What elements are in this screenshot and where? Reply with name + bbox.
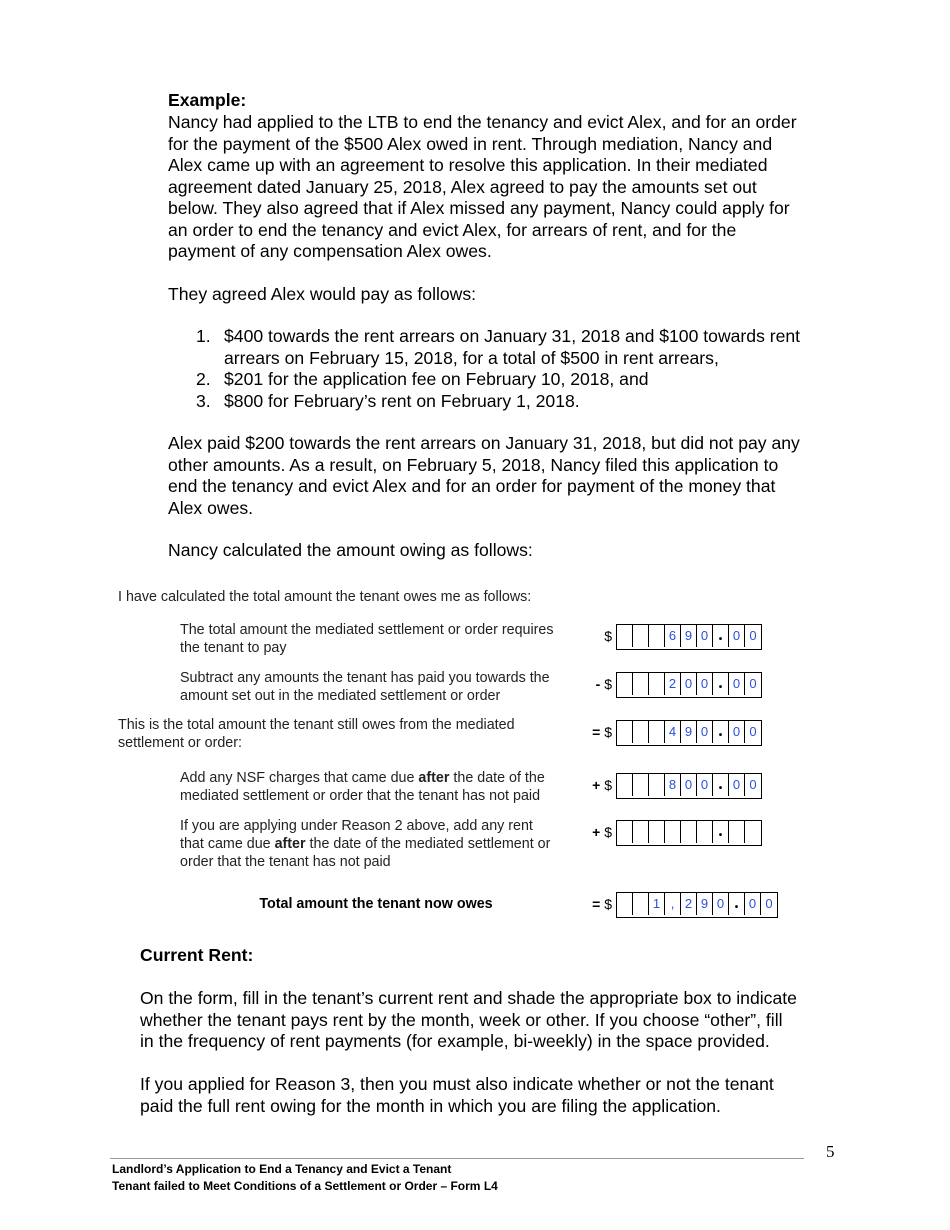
current-rent-para2	[140, 1074, 774, 1117]
footer-line-2: Tenant failed to Meet Conditions of a Settlement or Order – Form L4	[112, 1179, 498, 1193]
digit-box: 4	[665, 721, 681, 743]
text-line: Add any NSF charges that came due after the date of the	[180, 770, 545, 786]
amount-boxes[interactable]	[616, 892, 778, 918]
calc-row-label	[118, 716, 515, 752]
text-line: below. They also agreed that if Alex missed any payment, Nancy could apply for	[168, 198, 790, 218]
digit-box	[649, 625, 665, 647]
text-line: agreement dated January 25, 2018, Alex agreed to pay the amounts set out	[168, 176, 757, 197]
footer-line-1: Landlord’s Application to End a Tenancy and Evict a Tenant	[112, 1162, 452, 1176]
calc-header: I have calculated the total amount the tenant owes me as follows:	[118, 589, 532, 605]
text-line: for the payment of the $500 Alex owed in rent. Through mediation, Nancy and	[168, 133, 773, 154]
amount-symbol: $	[604, 628, 612, 644]
footer	[112, 1161, 498, 1195]
current-rent-heading: Current Rent:	[140, 945, 254, 965]
digit-box: 0	[749, 724, 757, 739]
digit-box: 0	[729, 625, 745, 647]
text-line: Alex owes.	[168, 497, 254, 518]
digit-box: 8	[665, 774, 681, 796]
text-line: Total amount the tenant now owes	[259, 896, 493, 912]
list-number: 1.	[196, 326, 211, 346]
amount-symbol: = $	[592, 724, 612, 740]
digit-box: ,	[665, 893, 681, 915]
digit-box	[681, 821, 697, 843]
amount-symbol: - $	[595, 676, 612, 692]
text-line: $201 for the application fee on February 10, 2018, and	[224, 369, 649, 389]
digit-box: 0	[765, 896, 773, 911]
list-number: 3.	[196, 390, 211, 411]
amount-symbol: = $	[592, 896, 612, 912]
digit-box	[649, 673, 665, 695]
decimal-point: •	[713, 721, 729, 743]
text-line: If you are applying under Reason 2 above, add any rent	[180, 818, 533, 834]
amount-symbol: + $	[592, 824, 612, 840]
digit-box	[745, 821, 761, 843]
digit-box: 0	[697, 721, 713, 743]
digit-box: 0	[749, 628, 757, 643]
digit-box: 9	[681, 721, 697, 743]
text-line: On the form, fill in the tenant’s current rent and shade the appropriate box to indicate	[140, 988, 797, 1008]
digit-box: 1	[649, 893, 665, 915]
digit-box: 0	[681, 673, 697, 695]
digit-box	[649, 721, 665, 743]
text-line: the tenant to pay	[180, 640, 287, 656]
text-line: paid the full rent owing for the month in which you are filing the application.	[140, 1095, 721, 1116]
text-line: whether the tenant pays rent by the month, week or other. If you choose “other”, fill	[140, 1009, 783, 1030]
text-line: settlement or order:	[118, 735, 242, 751]
digit-box: 0	[745, 893, 761, 915]
digit-box	[649, 821, 665, 843]
text-line: that came due after the date of the mediated settlement or	[180, 836, 551, 852]
paid-paragraph	[168, 433, 800, 519]
digit-box: 0	[729, 774, 745, 796]
digit-box	[617, 893, 633, 915]
page-number: 5	[826, 1142, 835, 1161]
digit-box	[633, 673, 649, 695]
text-line: This is the total amount the tenant still owes from the mediated	[118, 717, 515, 733]
list-number: 2.	[196, 369, 211, 389]
text-line: an order to end the tenancy and evict Alex, for arrears of rent, and for the	[168, 219, 737, 240]
digit-box: 0	[713, 893, 729, 915]
digit-box	[633, 774, 649, 796]
digit-box	[617, 673, 633, 695]
example-intro	[168, 112, 797, 263]
list-item	[196, 391, 800, 413]
text-line: arrears on February 15, 2018, for a total of $500 in rent arrears,	[224, 347, 719, 368]
digit-box: 6	[665, 625, 681, 647]
text-line: order that the tenant has not paid	[180, 854, 391, 870]
digit-box	[649, 774, 665, 796]
payment-list	[196, 326, 800, 412]
digit-box: 0	[749, 676, 757, 691]
digit-box: 0	[749, 777, 757, 792]
text-line: $800 for February’s rent on February 1, 2018.	[224, 390, 580, 411]
calc-row-label	[180, 621, 554, 657]
digit-box	[633, 821, 649, 843]
digit-box: 0	[729, 721, 745, 743]
amount-boxes[interactable]	[616, 773, 762, 799]
decimal-point: •	[713, 821, 729, 843]
decimal-point: •	[713, 625, 729, 647]
digit-box	[633, 721, 649, 743]
text-line: If you applied for Reason 3, then you must also indicate whether or not the tenant	[140, 1074, 774, 1094]
text-line: Subtract any amounts the tenant has paid you towards the	[180, 670, 550, 686]
digit-box: 9	[681, 625, 697, 647]
amount-boxes[interactable]	[616, 820, 762, 846]
current-rent-para1	[140, 988, 797, 1053]
amount-boxes[interactable]	[616, 624, 762, 650]
text-line: amount set out in the mediated settlement or order	[180, 688, 501, 704]
decimal-point: •	[713, 774, 729, 796]
digit-box: 2	[681, 893, 697, 915]
calc-row-label	[180, 895, 572, 913]
list-item	[196, 326, 800, 369]
text-line: mediated settlement or order that the tenant has not paid	[180, 788, 541, 804]
digit-box	[665, 821, 681, 843]
digit-box: 0	[697, 673, 713, 695]
digit-box	[633, 625, 649, 647]
text-line: other amounts. As a result, on February 5, 2018, Nancy filed this application to	[168, 454, 779, 475]
digit-box	[617, 721, 633, 743]
list-item	[196, 369, 800, 391]
calc-intro: Nancy calculated the amount owing as follows:	[168, 540, 533, 560]
calc-row-label	[180, 769, 545, 805]
digit-box: 9	[697, 893, 713, 915]
digit-box: 2	[665, 673, 681, 695]
text-line: $400 towards the rent arrears on January 31, 2018 and $100 towards rent	[224, 326, 801, 346]
amount-boxes[interactable]	[616, 672, 762, 698]
footer-divider	[110, 1158, 804, 1159]
digit-box: 0	[729, 673, 745, 695]
digit-box	[729, 821, 745, 843]
calc-row-label	[180, 817, 550, 871]
decimal-point: •	[729, 893, 745, 915]
text-line: payment of any compensation Alex owes.	[168, 241, 492, 261]
example-heading: Example:	[168, 90, 247, 110]
amount-boxes[interactable]	[616, 720, 762, 746]
digit-box	[617, 625, 633, 647]
text-line: The total amount the mediated settlement or order requires	[180, 622, 554, 638]
text-line: in the frequency of rent payments (for example, bi-weekly) in the space provided.	[140, 1031, 770, 1051]
text-line: Alex came up with an agreement to resolve this application. In their mediated	[168, 155, 768, 175]
digit-box: 0	[697, 774, 713, 796]
digit-box	[633, 893, 649, 915]
agreed-line: They agreed Alex would pay as follows:	[168, 284, 477, 304]
calc-row-label	[180, 669, 550, 705]
digit-box: 0	[697, 625, 713, 647]
text-line: end the tenancy and evict Alex and for an order for payment of the money that	[168, 476, 776, 496]
digit-box	[617, 821, 633, 843]
text-line: Nancy had applied to the LTB to end the tenancy and evict Alex, and for an order	[168, 112, 797, 132]
decimal-point: •	[713, 673, 729, 695]
text-line: Alex paid $200 towards the rent arrears on January 31, 2018, but did not pay any	[168, 433, 800, 453]
digit-box	[617, 774, 633, 796]
digit-box	[697, 821, 713, 843]
amount-symbol: + $	[592, 777, 612, 793]
digit-box: 0	[681, 774, 697, 796]
